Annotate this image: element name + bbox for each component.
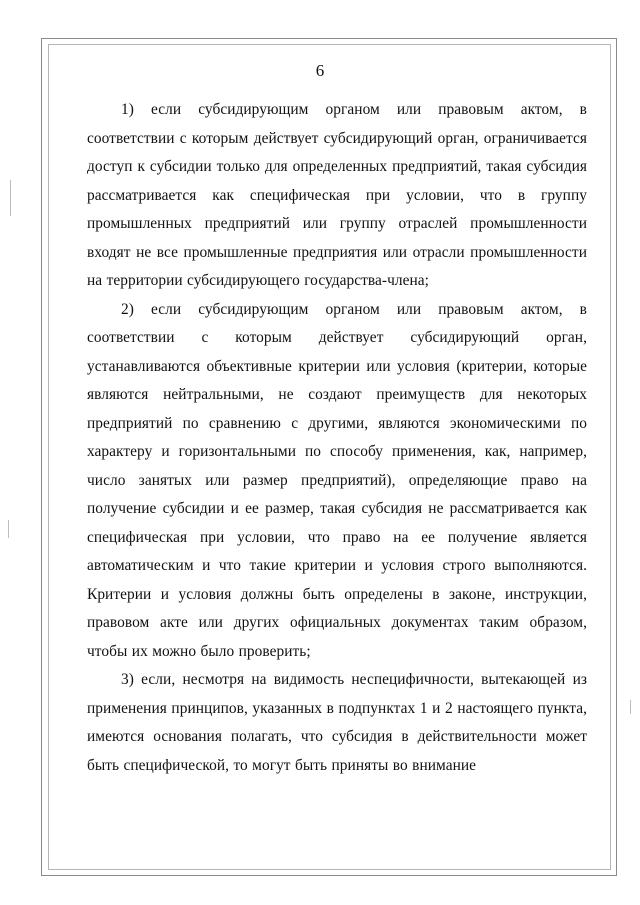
paragraph-item-3: 3) если, несмотря на видимость неспецифичности, вытекающей из применения принципов, указанных в подпунктах 1 и 2 настоящего пункта, имеются основания полагать, что субсидия в действительности может быть специфической, то могут быть приняты во внимание [87,671,587,774]
document-body [87,96,587,780]
paragraph-item-2: 2) если субсидирующим органом или правовым актом, в соответствии с которым действует субсидирующий орган, устанавливаются объективные критерии или условия (критерии, которые являются нейтральными, не создают преимуществ для некоторых предприятий по сравнению с другими, являются экономическими по характеру и горизонтальными по способу применения, как, например, число занятых или размер предприятий), определяющие право на получение субсидии и ее размер, такая субсидия не рассматривается как специфическая при условии, что право на ее получение является автоматическим и что такие критерии и условия строго выполняются. Критерии и условия должны быть определены в законе, инструкции, правовом акте или других официальных документах таким образом, чтобы их можно было проверить; [87,300,587,660]
paragraph-item-1: 1) если субсидирующим органом или правовым актом, в соответствии с которым действует субсидирующий орган, ограничивается доступ к субсидии только для определенных предприятий, такая субсидия рассматривается как специфическая при условии, что в группу промышленных предприятий или группу отраслей промышленности входят не все промышленные предприятия или отрасли промышленности на территории субсидирующего государства-члена; [87,101,587,289]
scan-artifact [630,700,631,714]
page-number: 6 [315,61,325,80]
scan-artifact [8,520,9,538]
scan-artifact [10,180,11,216]
